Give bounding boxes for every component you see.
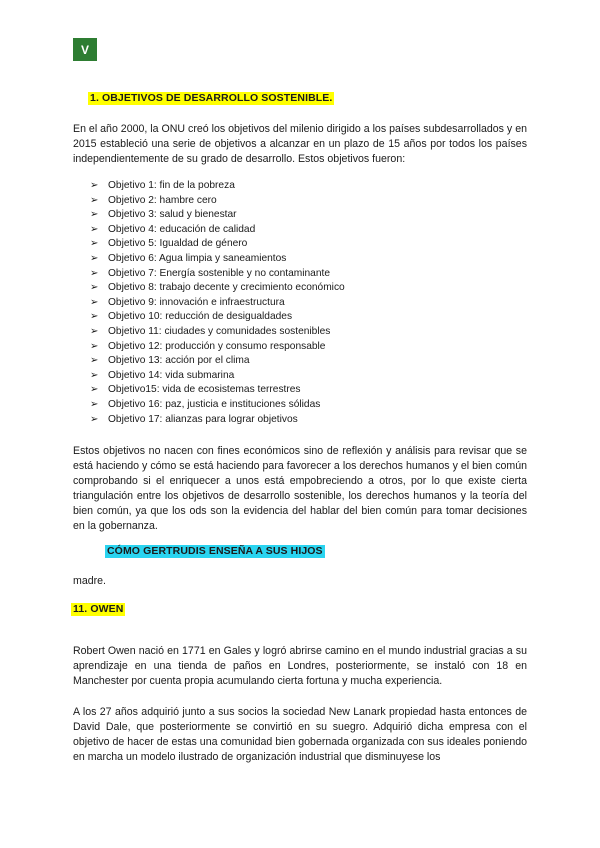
list-item: ➢ Objetivo 8: trabajo decente y crecimiento económico bbox=[90, 281, 345, 296]
arrow-bullet-icon: ➢ bbox=[90, 413, 99, 425]
list-item: ➢ Objetivo 14: vida submarina bbox=[90, 369, 345, 384]
owen-paragraph-1: Robert Owen nació en 1771 en Gales y logró abrirse camino en el mundo industrial gracias a su aprendizaje en una tienda de paños en Londres, posteriormente, se instaló con 18 en Manchester por cuenta propia acumulando cierta fortuna y mucha experiencia. bbox=[73, 645, 527, 687]
section-heading-gertrudis: CÓMO GERTRUDIS ENSEÑA A SUS HIJOS bbox=[107, 545, 323, 557]
list-item: ➢ Objetivo 5: Igualdad de género bbox=[90, 237, 345, 252]
list-item: ➢ Objetivo 11: ciudades y comunidades sostenibles bbox=[90, 325, 345, 340]
arrow-bullet-icon: ➢ bbox=[90, 398, 99, 410]
list-item: ➢ Objetivo 13: acción por el clima bbox=[90, 354, 345, 369]
list-item: ➢ Objetivo 3: salud y bienestar bbox=[90, 208, 345, 223]
arrow-bullet-icon: ➢ bbox=[90, 252, 99, 264]
list-item: ➢ Objetivo 9: innovación e infraestructura bbox=[90, 296, 345, 311]
arrow-bullet-icon: ➢ bbox=[90, 340, 99, 352]
arrow-bullet-icon: ➢ bbox=[90, 282, 99, 294]
objectives-list bbox=[90, 179, 345, 427]
arrow-bullet-icon: ➢ bbox=[90, 369, 99, 381]
list-item: ➢ Objetivo15: vida de ecosistemas terrestres bbox=[90, 383, 345, 398]
arrow-bullet-icon: ➢ bbox=[90, 355, 99, 367]
section-heading-owen: 11. OWEN bbox=[73, 603, 124, 615]
list-item: ➢ Objetivo 7: Energía sostenible y no contaminante bbox=[90, 267, 345, 282]
arrow-bullet-icon: ➢ bbox=[90, 296, 99, 308]
arrow-bullet-icon: ➢ bbox=[90, 325, 99, 337]
list-item: ➢ Objetivo 10: reducción de desigualdades bbox=[90, 310, 345, 325]
list-item: ➢ Objetivo 4: educación de calidad bbox=[90, 223, 345, 238]
list-item: ➢ Objetivo 2: hambre cero bbox=[90, 194, 345, 209]
arrow-bullet-icon: ➢ bbox=[90, 180, 99, 191]
list-item: ➢ Objetivo 16: paz, justicia e instituciones sólidas bbox=[90, 398, 345, 413]
arrow-bullet-icon: ➢ bbox=[90, 384, 99, 396]
arrow-bullet-icon: ➢ bbox=[90, 311, 99, 323]
list-item: ➢ Objetivo 12: producción y consumo responsable bbox=[90, 340, 345, 355]
section-badge: V bbox=[73, 38, 97, 61]
list-item: ➢ Objetivo 6: Agua limpia y saneamientos bbox=[90, 252, 345, 267]
gertrudis-text: madre. bbox=[73, 575, 106, 587]
section-heading-ods: 1. OBJETIVOS DE DESARROLLO SOSTENIBLE. bbox=[90, 92, 333, 104]
arrow-bullet-icon: ➢ bbox=[90, 194, 99, 206]
closing-paragraph: Estos objetivos no nacen con fines económicos sino de reflexión y análisis para revisar que se está haciendo y cómo se está haciendo para favorecer a los derechos humanos y el bien común comprobando si el enriquecer a unos está empobreciendo a otros, por lo que existe cierta triangulación entre los objetivos de desarrollo sostenible, los derechos humanos y la teoría del bien común, ya que los ods son la evidencia del hablar del bien común para tomar decisiones en la gobernanza. bbox=[73, 445, 527, 532]
list-item: ➢ Objetivo 1: fin de la pobreza bbox=[90, 179, 345, 194]
arrow-bullet-icon: ➢ bbox=[90, 223, 99, 235]
intro-paragraph: En el año 2000, la ONU creó los objetivos del milenio dirigido a los países subdesarrollados y en 2015 estableció una serie de objetivos a alcanzar en un plazo de 15 años por todos los países independientemente de su grado de desarrollo. Estos objetivos fueron: bbox=[73, 123, 527, 165]
arrow-bullet-icon: ➢ bbox=[90, 238, 99, 250]
owen-paragraph-2: A los 27 años adquirió junto a sus socios la sociedad New Lanark propiedad hasta entonces de David Dale, que posteriormente se convirtió en su suegro. Adquirió dicha empresa con el objetivo de hacer de estas una comunidad bien gobernada organizada con sus ideales poniendo en marcha un modelo ilustrado de organización industrial que disminuyese los bbox=[73, 706, 527, 763]
arrow-bullet-icon: ➢ bbox=[90, 209, 99, 221]
arrow-bullet-icon: ➢ bbox=[90, 267, 99, 279]
list-item: ➢ Objetivo 17: alianzas para lograr objetivos bbox=[90, 413, 345, 428]
